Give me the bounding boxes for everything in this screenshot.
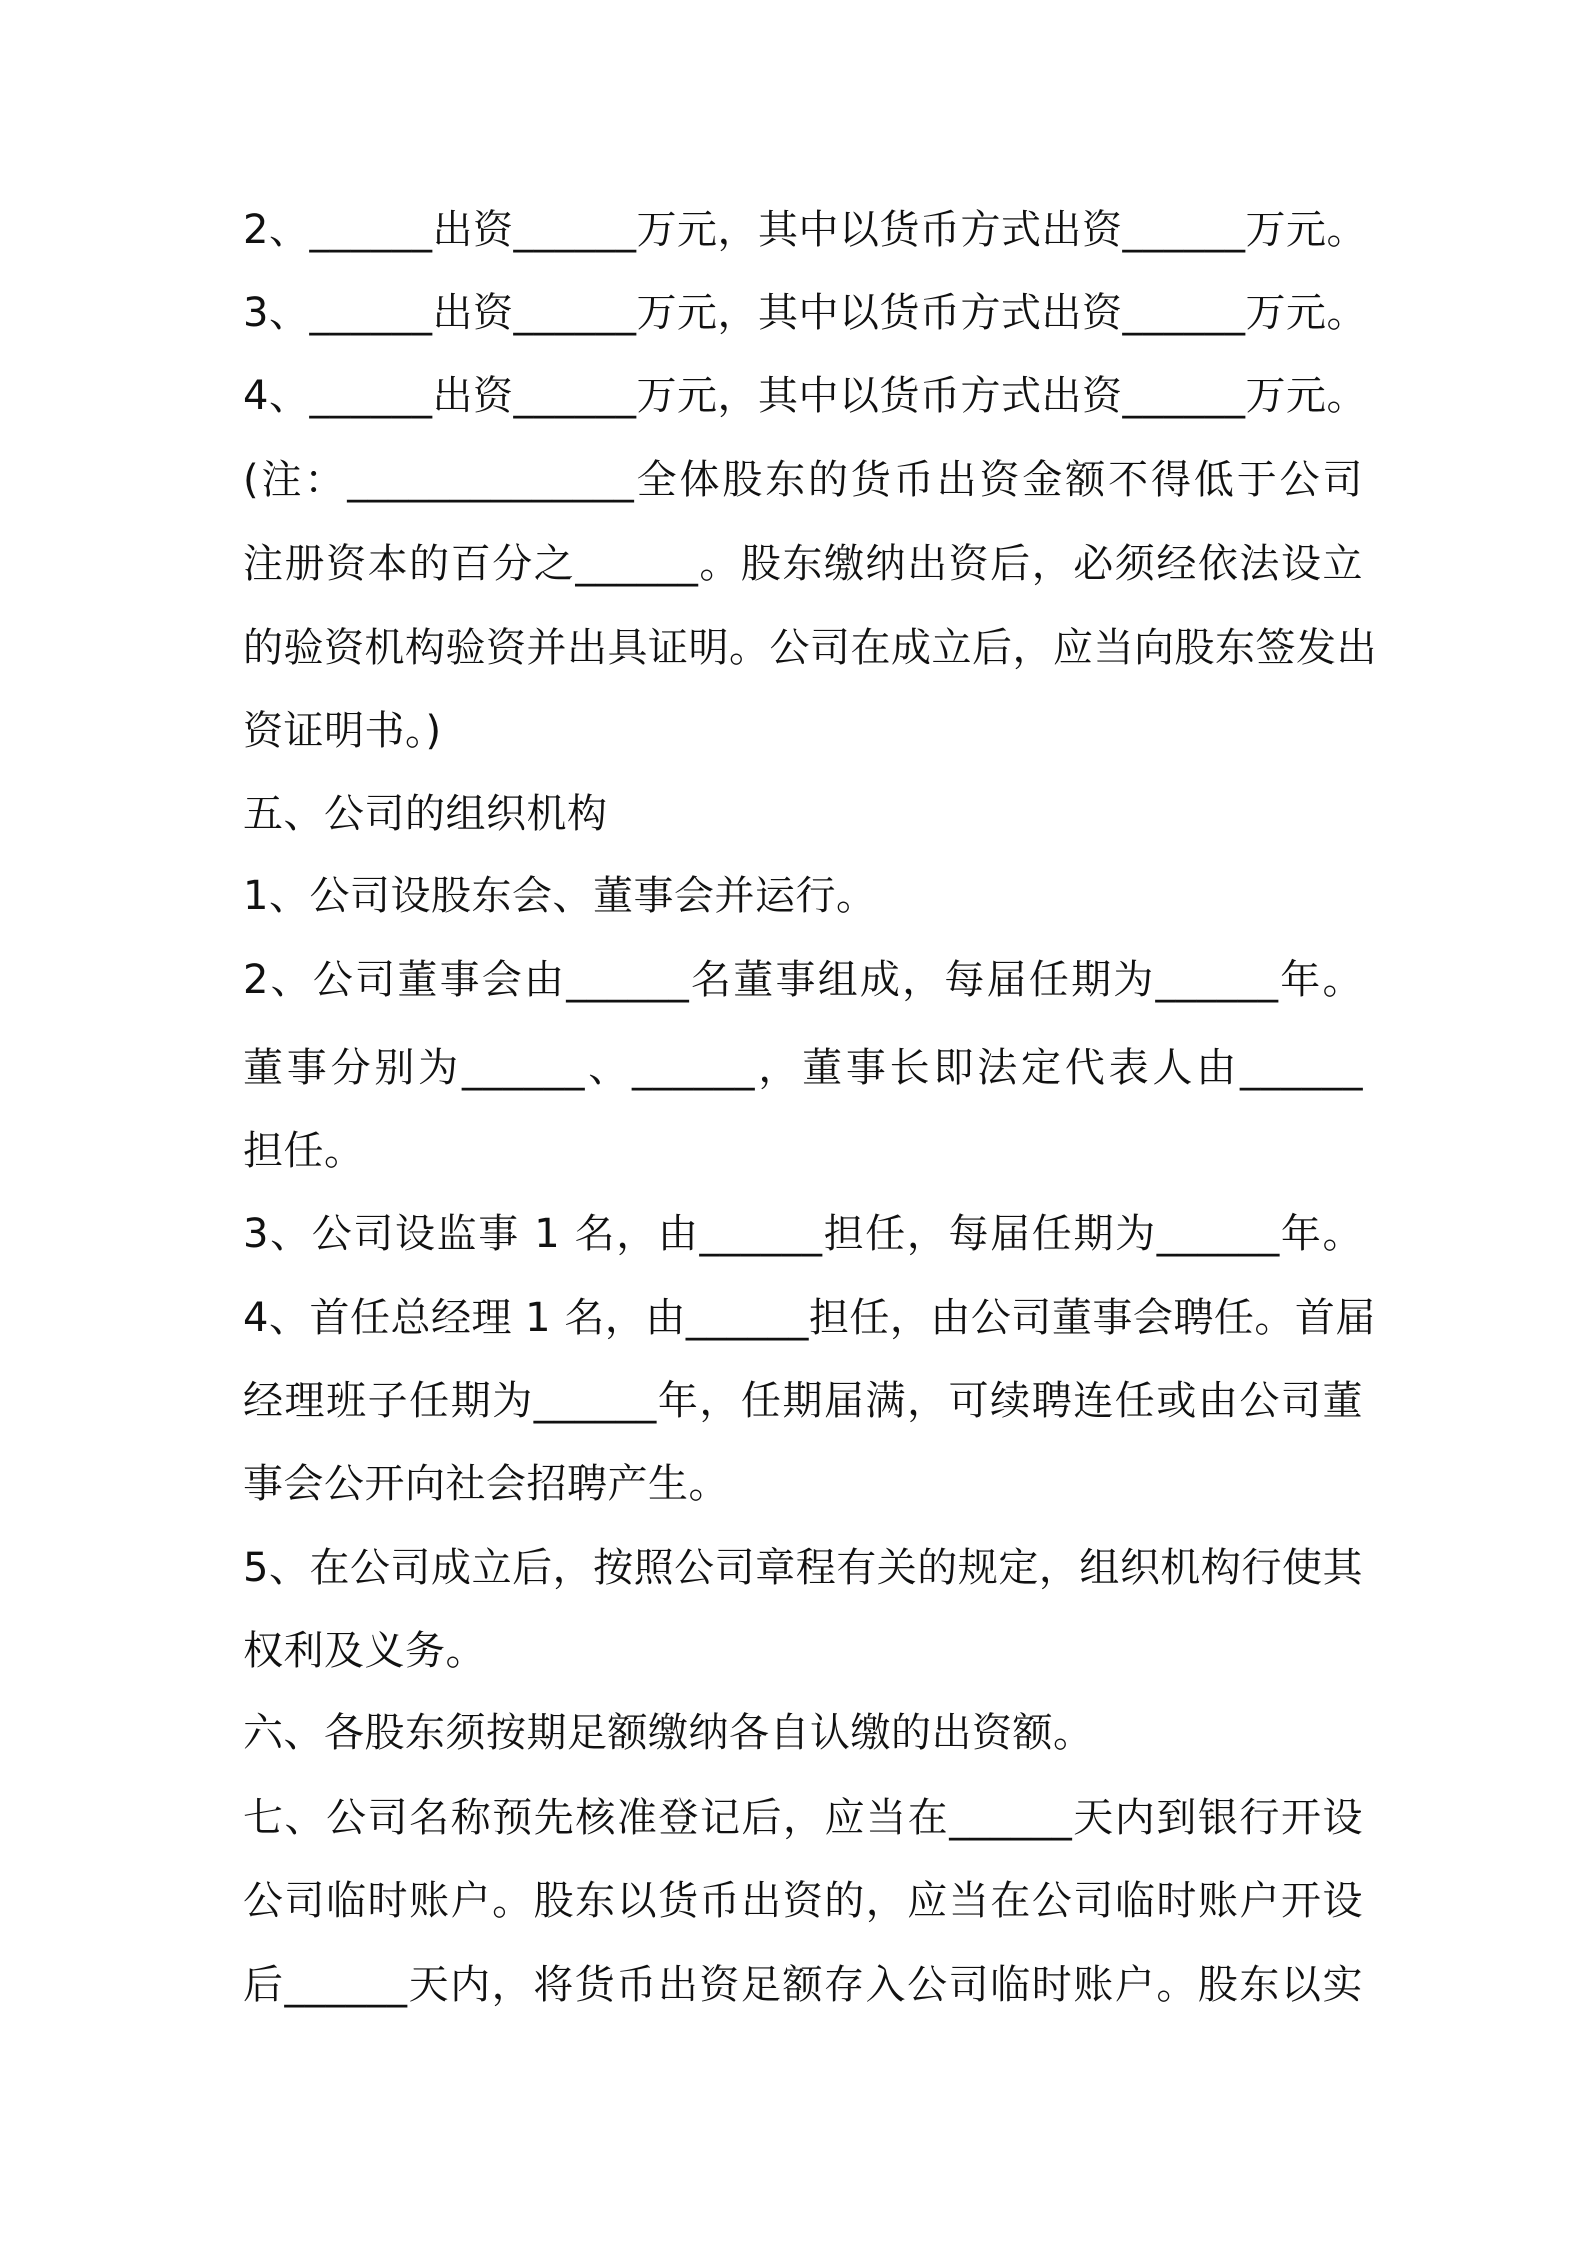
text-line: 3、公司设监事 1 名，由______担任，每届任期为______年。 (243, 1211, 1363, 1257)
section-heading: 七、公司名称预先核准登记后，应当在______天内到银行开设 (243, 1795, 1363, 1841)
text-line: 注册资本的百分之______。股东缴纳出资后，必须经依法设立 (243, 541, 1363, 587)
text-line: 经理班子任期为______年，任期届满，可续聘连任或由公司董 (243, 1378, 1363, 1424)
text-line: 的验资机构验资并出具证明。公司在成立后，应当向股东签发出 (243, 625, 1377, 671)
text-line: 5、在公司成立后，按照公司章程有关的规定，组织机构行使其 (243, 1545, 1363, 1591)
text-line: 担任。 (243, 1128, 365, 1174)
text-line: 2、公司董事会由______名董事组成，每届任期为______年。 (243, 957, 1363, 1003)
text-line: (注：______________全体股东的货币出资金额不得低于公司 (243, 457, 1363, 503)
text-line: 4、首任总经理 1 名，由______担任，由公司董事会聘任。首届 (243, 1295, 1376, 1341)
text-line: 后______天内，将货币出资足额存入公司临时账户。股东以实 (243, 1962, 1363, 2008)
text-line: 权利及义务。 (243, 1628, 486, 1674)
text-line: 事会公开向社会招聘产生。 (243, 1461, 729, 1507)
text-line: 1、公司设股东会、董事会并运行。 (243, 873, 877, 919)
text-line: 3、______出资______万元，其中以货币方式出资______万元。 (243, 290, 1367, 336)
text-line: 公司临时账户。股东以货币出资的，应当在公司临时账户开设 (243, 1878, 1363, 1924)
text-line: 4、______出资______万元，其中以货币方式出资______万元。 (243, 373, 1367, 419)
section-heading: 五、公司的组织机构 (243, 791, 608, 837)
section-heading: 六、各股东须按期足额缴纳各自认缴的出资额。 (243, 1710, 1094, 1756)
text-line: 资证明书。) (243, 708, 442, 754)
text-line: 董事分别为______、______，董事长即法定代表人由______ (243, 1045, 1363, 1091)
text-line: 2、______出资______万元，其中以货币方式出资______万元。 (243, 207, 1367, 253)
